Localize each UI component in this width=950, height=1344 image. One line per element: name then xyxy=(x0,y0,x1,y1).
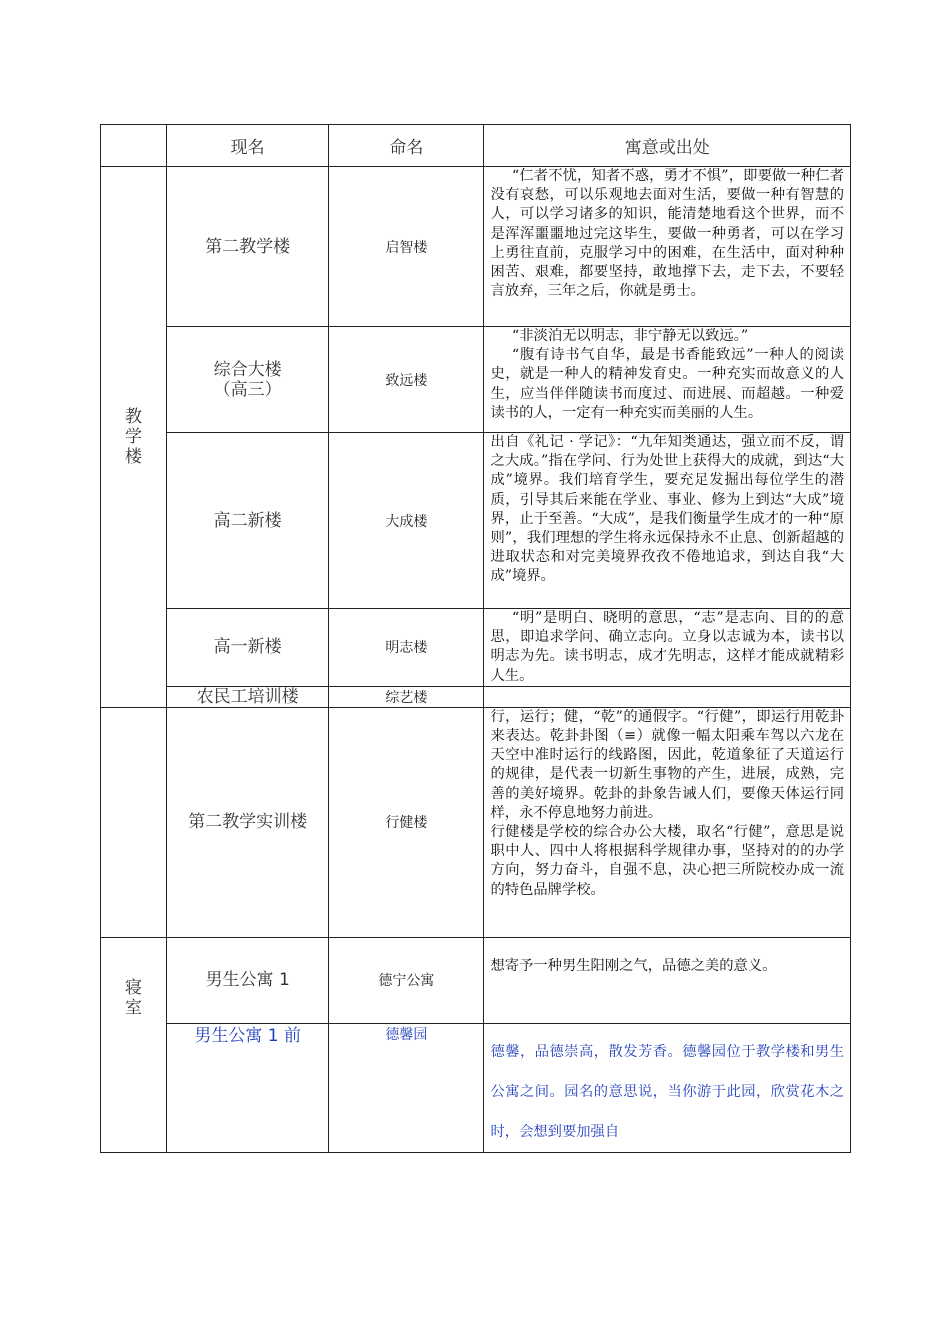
meaning-cell xyxy=(484,937,851,1023)
meaning-cell xyxy=(484,686,851,707)
meaning-cell xyxy=(484,167,851,327)
meaning-cell xyxy=(484,433,851,609)
table-row xyxy=(101,707,851,937)
table-row xyxy=(101,433,851,609)
new-name-cell: 明志楼 xyxy=(329,609,484,687)
meaning-text: 德馨，品德崇高，散发芳香。德馨园位于教学楼和男生公寓之间。园名的意思说，当你游于此园，欣赏花木之时，会想到要加强自 xyxy=(490,1043,844,1140)
meaning-cell xyxy=(484,1023,851,1152)
meaning-text: “非淡泊无以明志，非宁静无以致远。” xyxy=(511,328,749,344)
new-name-cell: 德馨园 xyxy=(329,1023,484,1152)
category-char: 室 xyxy=(125,997,143,1018)
meaning-text: 行，运行；健，“乾”的通假字。“行健”，即运行用乾卦来表达。乾卦卦图（≡）就像一幅太阳乘车驾以六龙在天空中准时运行的线路图，因此，乾道象征了天道运行的规律，是代表一切新生事物的产生，进展，成熟，完善的美好境界。乾卦的卦象告诫人们，要像天体运行同样，永不停息地努力前进。 xyxy=(490,708,844,821)
new-name-cell: 综艺楼 xyxy=(329,686,484,707)
category-teaching xyxy=(101,167,167,708)
meaning-text: 出自《礼记 · 学记》：“九年知类通达，强立而不反，谓之大成。”指在学问、行为处世上获得大的成就，到达“大成”境界。我们培育学生，要充足发掘出每位学生的潜质，引导其后来能在学业、事业、修为上到达“大成”境界，止于至善。“大成”，是我们衡量学生成才的一种“原则”，我们理想的学生将永远保持永不止息、创新超越的进取状态和对完美境界孜孜不倦地追求，到达自我“大成”境界。 xyxy=(490,434,844,585)
meaning-cell xyxy=(484,707,851,937)
table-row xyxy=(101,167,851,327)
table-row xyxy=(101,327,851,433)
category-char: 学 xyxy=(125,426,143,447)
category-teaching-label xyxy=(101,407,166,467)
current-name-cell: 男生公寓 1 xyxy=(167,937,329,1023)
category-char: 楼 xyxy=(125,446,143,467)
current-name-line: （高三） xyxy=(213,379,282,400)
meaning-cell xyxy=(484,609,851,687)
new-name-cell: 行健楼 xyxy=(329,707,484,937)
category-dorm-label xyxy=(101,978,166,1018)
category-dorm xyxy=(101,937,167,1152)
category-empty xyxy=(101,707,167,937)
building-naming-table xyxy=(100,124,851,1153)
current-name-cell xyxy=(167,327,329,433)
meaning-text: 想寄予一种男生阳刚之气，品德之美的意义。 xyxy=(490,957,777,974)
current-name-cell: 第二教学实训楼 xyxy=(167,707,329,937)
header-blank xyxy=(101,125,167,167)
meaning-text: “仁者不忧，知者不惑，勇才不惧”，即要做一种仁者没有哀愁，可以乐观地去面对生活，要做一种有智慧的人，可以学习诸多的知识，能清楚地看这个世界，而不是浑浑噩噩地过完这毕生，要做一种勇者，可以在学习上勇往直前，克服学习中的困难，在生活中，面对种种困苦、艰难，都要坚持，敢地撑下去，走下去，不要轻言放弃，三年之后，你就是勇士。 xyxy=(490,168,844,300)
current-name-cell: 高二新楼 xyxy=(167,433,329,609)
current-name-cell: 农民工培训楼 xyxy=(167,686,329,707)
header-meaning: 寓意或出处 xyxy=(484,125,851,167)
current-name-cell: 第二教学楼 xyxy=(167,167,329,327)
table-row xyxy=(101,1023,851,1152)
table-header-row xyxy=(101,125,851,167)
table-row xyxy=(101,686,851,707)
meaning-text: 行健楼是学校的综合办公大楼，取名“行健”，意思是说职中人、四中人将根据科学规律办事，坚持对的的办学方向，努力奋斗，自强不息，决心把三所院校办成一流的特色品牌学校。 xyxy=(490,824,844,898)
new-name-cell: 启智楼 xyxy=(329,167,484,327)
current-name-cell: 高一新楼 xyxy=(167,609,329,687)
header-current-name: 现名 xyxy=(167,125,329,167)
meaning-text: “腹有诗书气自华，最是书香能致远”一种人的阅读史，就是一种人的精神发育史。一种充实而故意义的人生，应当伴伴随读书而度过、而进展、而超越。一种爱读书的人，一定有一种充实而美丽的人生。 xyxy=(490,347,844,421)
table-row xyxy=(101,937,851,1023)
new-name-cell: 致远楼 xyxy=(329,327,484,433)
current-name-line: 综合大楼 xyxy=(213,359,282,380)
meaning-cell xyxy=(484,327,851,433)
category-char: 寝 xyxy=(125,977,143,998)
category-char: 教 xyxy=(125,406,143,427)
new-name-cell: 德宁公寓 xyxy=(329,937,484,1023)
meaning-text: “明”是明白、晓明的意思，“志”是志向、目的的意思，即追求学问、确立志向。立身以志诚为本，读书以明志为先。读书明志，成才先明志，这样才能成就精彩人生。 xyxy=(490,610,844,684)
header-new-name: 命名 xyxy=(329,125,484,167)
new-name-cell: 大成楼 xyxy=(329,433,484,609)
current-name-cell: 男生公寓 1 前 xyxy=(167,1023,329,1152)
table-row xyxy=(101,609,851,687)
